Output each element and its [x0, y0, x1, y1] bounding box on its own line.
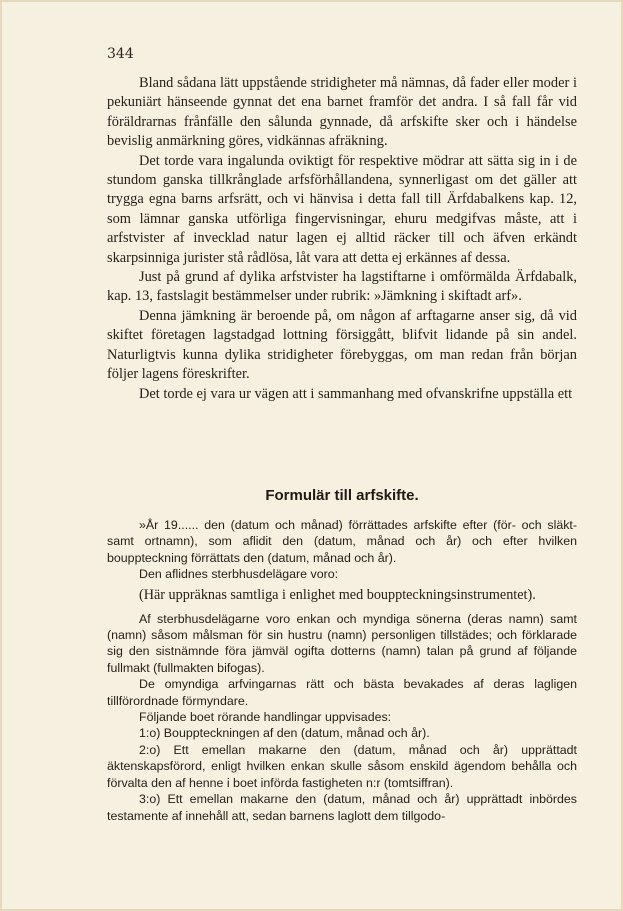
form-paragraph: (Här uppräknas samtliga i enlighet med bouppteckningsinstrumentet). [139, 586, 536, 603]
form-paragraph: 2:o) Ett emellan makarne den (datum, månad och år) upprättadt äktenskapsförord, enligt hvilken enkan skulle såsom enskild ägendom behålla och förvalta den af henne i boet införda fastigheten n:r (tomtsiffran). [107, 742, 577, 790]
form-paragraph: De omyndiga arfvingarnas rätt och bästa bevakades af deras lagligen tillförordnade förmyndare. [107, 677, 577, 708]
form-text [107, 517, 577, 824]
form-paragraph: 1:o) Bouppteckningen af den (datum, månad och år). [139, 726, 430, 741]
paragraph: Just på grund af dylika arfstvister ha lagstiftarne i omförmälda Ärfdabalk, kap. 13, fastslagit bestämmelser under rubrik: »Jämkning i skiftadt arf». [107, 269, 577, 305]
paragraph: Det torde ej vara ur vägen att i sammanhang med ofvanskrifne uppställa ett [139, 385, 573, 402]
form-paragraph: Den aflidnes sterbhusdelägare voro: [139, 567, 339, 582]
body-text [107, 74, 577, 404]
paragraph: Det torde vara ingalunda oviktigt för respektive mödrar att sätta sig in i de stundom ganska tillkrånglade arfsförhållandena, synnerligast om det gäller att trygga egna barns arfsrätt, och vi hänvisa i detta fall till Ärfdabalkens kap. 12, som lämnar ganska utförliga fingervisningar, ehuru medgifvas måste, att i arfstvister af invecklad natur lagen ej alltid räcker till och äfven erkändt skarpsinniga jurister stå rådlösa, låt vara att detta ej erkännes af dessa. [107, 152, 577, 266]
form-paragraph: Af sterbhusdelägarne voro enkan och myndiga sönerna (deras namn) samt (namn) såsom målsman för sin hustru (namn) personligen tillstädes; och förklarade sig den sistnämnde föra jämväl ogifta dotterns (namn) talan på grund af följande fullmakt (fullmakten bifogas). [107, 611, 577, 675]
form-paragraph: Följande boet rörande handlingar uppvisades: [139, 710, 392, 725]
form-paragraph: 3:o) Ett emellan makarne den (datum, månad och år) upprättadt inbördes testamente af innehåll att, sedan barnens laglott dem tillgodo- [107, 792, 577, 823]
paragraph: Bland sådana lätt uppstående stridigheter må nämnas, då fader eller moder i pekuniärt hänseende gynnat det ena barnet framför det andra. I så fall får vid föräldrarnas frånfälle den sålunda gynnade, då arfskifte sker och i händelse bevislig anmärkning göres, vidkännas afräkning. [107, 75, 577, 150]
form-paragraph: »År 19...... den (datum och månad) förrättades arfskifte efter (för- och släkt- samt ortnamn), som aflidit den (datum, månad och år) och efter hvilken bouppteckning förrättats den (datum, månad och år). [107, 518, 577, 565]
section-heading: Formulär till arfskifte. [265, 487, 419, 504]
paragraph: Denna jämkning är beroende på, om någon af arftagarne anser sig, då vid skiftet företagen lagstadgad lottning försiggått, blifvit lidande på sin andel. Naturligtvis kunna dylika stridigheter förebyggas, om man redan från början följer lagens föreskrifter. [107, 307, 577, 383]
page-number: 344 [107, 46, 134, 62]
